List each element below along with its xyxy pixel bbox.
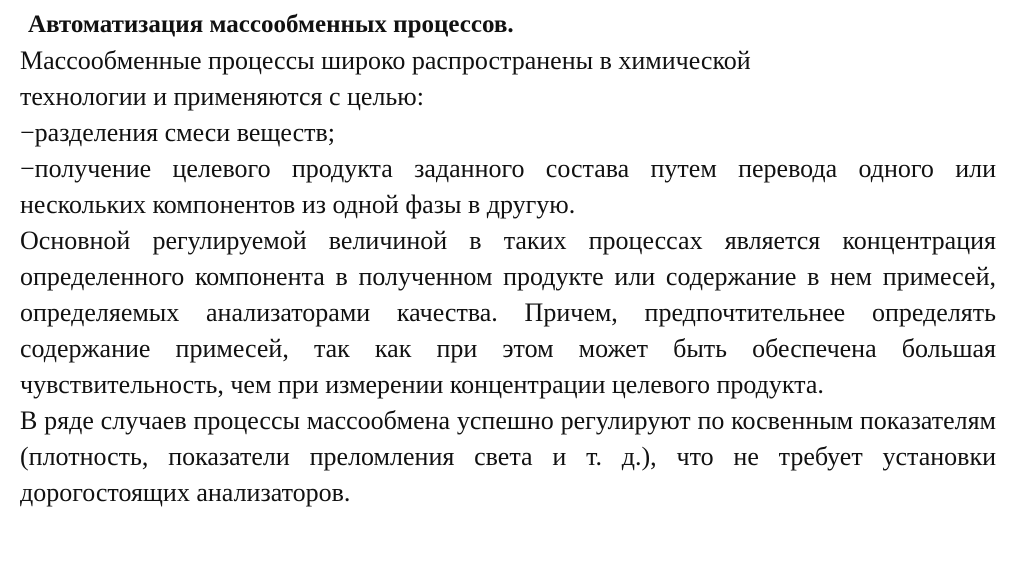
slide-title: Автоматизация массообменных процессов. bbox=[28, 11, 514, 38]
main-paragraph: Основной регулируемой величиной в таких процессах является концентрация определенного компонента в полученном продукте или содержание в нем примесей, определяемых анализаторами качества. Причем, предпочтительнее определять содержание примесей, так как при этом может быть обеспечена большая чувствительность, чем при измерении концентрации целевого продукта. bbox=[20, 226, 996, 399]
intro-paragraph: Массообменные процессы широко распространены в химической технологии и применяются с целью: bbox=[20, 46, 751, 111]
bullet-item-1: −разделения смеси веществ; bbox=[20, 118, 335, 147]
last-paragraph: В ряде случаев процессы массообмена успешно регулируют по косвенным показателям (плотность, показатели преломления света и т. д.), что не требует установки дорогостоящих анализаторов. bbox=[20, 406, 996, 507]
bullet-item-2: −получение целевого продукта заданного состава путем перевода одного или нескольких компонентов из одной фазы в другую. bbox=[20, 154, 996, 219]
